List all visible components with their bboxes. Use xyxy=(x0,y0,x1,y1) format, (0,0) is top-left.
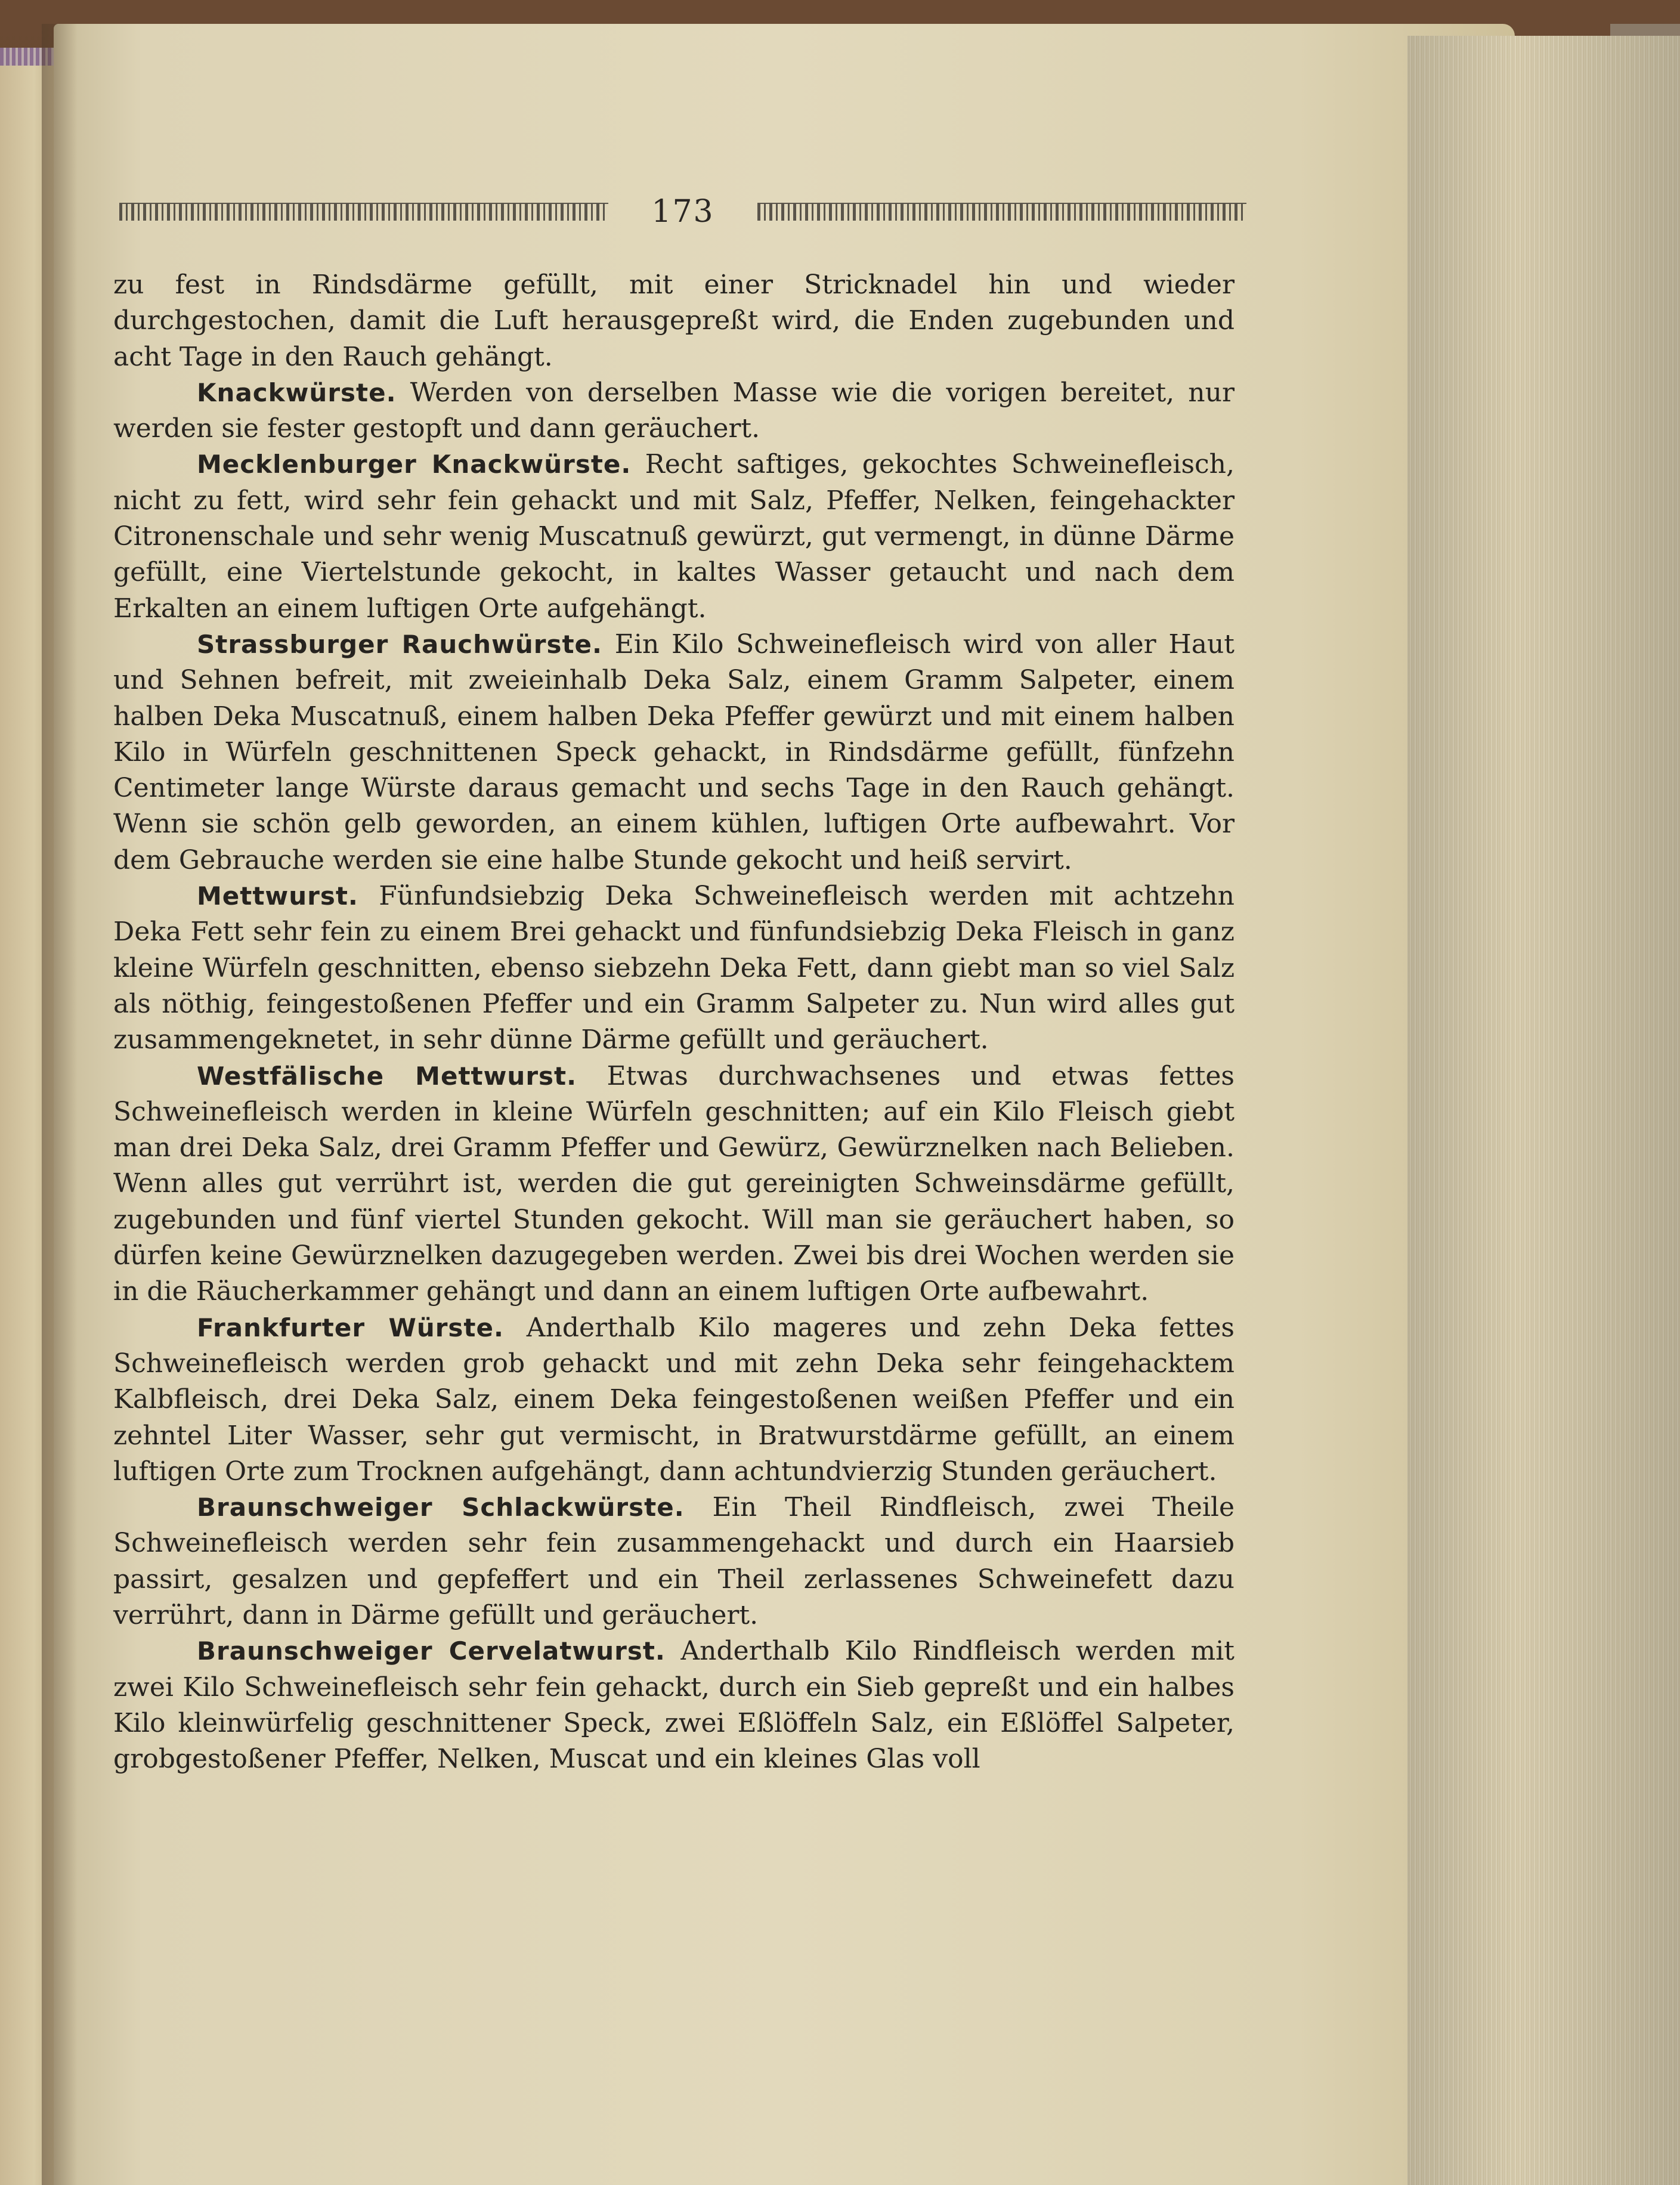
recipe-mecklenburger-knackwuerste xyxy=(113,447,1235,626)
recipe-westfaelische-mettwurst xyxy=(113,1059,1235,1310)
page-number: 173 xyxy=(651,194,714,230)
recipe-heading: Mettwurst. xyxy=(197,881,358,911)
recipe-frankfurter-wuerste xyxy=(113,1310,1235,1490)
running-head xyxy=(119,191,1246,233)
recipe-body: Recht saftiges, gekochtes Schweinefleisch, nicht zu fett, wird sehr fein gehackt und mit Salz, Pfeffer, Nelken, feingehackter Citronenschale und sehr wenig Muscatnuß gewürzt, gut vermengt, in dünne Därme gefüllt, eine Viertelstunde gekocht, in kaltes Wasser getaucht und nach dem Erkalten an einem luftigen Orte aufgehängt. xyxy=(113,449,1235,624)
recipe-heading: Braunschweiger Cervelatwurst. xyxy=(197,1636,666,1666)
recipe-heading: Frankfurter Würste. xyxy=(197,1313,504,1342)
recipe-braunschweiger-cervelatwurst xyxy=(113,1633,1235,1777)
recipe-heading: Mecklenburger Knackwürste. xyxy=(197,450,632,479)
ornament-rule-right xyxy=(757,203,1246,221)
recipe-text xyxy=(113,267,1235,1777)
recipe-body: Fünfundsiebzig Deka Schweinefleisch werden mit achtzehn Deka Fett sehr fein zu einem Brei gehackt und fünfundsiebzig Deka Fleisch in ganz kleine Würfeln geschnitten, ebenso siebzehn Deka Fett, dann giebt man so viel Salz als nöthig, feingestoßenen Pfeffer und ein Gramm Salpeter zu. Nun wird alles gut zusammengeknetet, in sehr dünne Därme gefüllt und geräuchert. xyxy=(113,881,1235,1056)
recipe-body: Ein Theil Rindfleisch, zwei Theile Schweinefleisch werden sehr fein zusammengehackt und durch ein Haarsieb passirt, gesalzen und gepfeffert und ein Theil zerlassenes Schweinefett dazu verrührt, dann in Därme gefüllt und geräuchert. xyxy=(113,1492,1235,1630)
fore-edge-shadow xyxy=(1407,36,1680,2185)
recipe-heading: Knackwürste. xyxy=(197,377,397,407)
recipe-heading: Braunschweiger Schlackwürste. xyxy=(197,1493,685,1522)
recipe-body: Anderthalb Kilo Rindfleisch werden mit zwei Kilo Schweinefleisch sehr fein gehackt, durch ein Sieb gepreßt und ein halbes Kilo kleinwürfelig geschnittener Speck, zwei Eßlöffeln Salz, ein Eßlöffel Salpeter, grobgestoßener Pfeffer, Nelken, Muscat und ein kleines Glas voll xyxy=(113,1636,1235,1775)
recipe-body: Werden von derselben Masse wie die vorigen bereitet, nur werden sie fester gestopft und dann geräuchert. xyxy=(113,377,1235,444)
recipe-heading: Strassburger Rauchwürste. xyxy=(197,629,602,659)
recipe-heading: Westfälische Mettwurst. xyxy=(197,1061,577,1091)
paragraph-continuation xyxy=(113,267,1235,375)
ornament-rule-left xyxy=(119,203,608,221)
recipe-body: Etwas durchwachsenes und etwas fettes Schweinefleisch werden in kleine Würfeln geschnitten; auf ein Kilo Fleisch giebt man drei Deka Salz, drei Gramm Pfeffer und Gewürz, Gewürznelken nach Belieben. Wenn alles gut verrührt ist, werden die gut gereinigten Schweinsdärme gefüllt, zugebunden und fünf viertel Stunden gekocht. Will man sie geräuchert haben, so dürfen keine Gewürznelken dazugegeben werden. Zwei bis drei Wochen werden sie in die Räucherkammer gehängt und dann an einem luftigen Orte aufbewahrt. xyxy=(113,1060,1235,1307)
recipe-braunschweiger-schlackwuerste xyxy=(113,1490,1235,1633)
recipe-body: Ein Kilo Schweinefleisch wird von aller Haut und Sehnen befreit, mit zweieinhalb Deka Salz, einem Gramm Salpeter, einem halben Deka Muscatnuß, einem halben Deka Pfeffer gewürzt und mit einem halben Kilo in Würfeln geschnittenen Speck gehackt, in Rindsdärme gefüllt, fünfzehn Centimeter lange Würste daraus gemacht und sechs Tage in den Rauch gehängt. Wenn sie schön gelb geworden, an einem kühlen, luftigen Orte aufbewahrt. Vor dem Gebrauche werden sie eine halbe Stunde gekocht und heiß servirt. xyxy=(113,629,1235,875)
recipe-knackwuerste xyxy=(113,375,1235,447)
paragraph-text: zu fest in Rindsdärme gefüllt, mit einer Stricknadel hin und wieder durchgestochen, damit die Luft herausgepreßt wird, die Enden zugebunden und acht Tage in den Rauch gehängt. xyxy=(113,270,1235,372)
page-gutter xyxy=(42,24,78,2185)
recipe-mettwurst xyxy=(113,878,1235,1058)
recipe-body: Anderthalb Kilo mageres und zehn Deka fettes Schweinefleisch werden grob gehackt und mit zehn Deka sehr feingehacktem Kalbfleisch, drei Deka Salz, einem Deka feingestoßenen weißen Pfeffer und ein zehntel Liter Wasser, sehr gut vermischt, in Bratwurstdärme gefüllt, an einem luftigen Orte zum Trocknen aufgehängt, dann achtundvierzig Stunden geräuchert. xyxy=(113,1312,1235,1487)
recipe-strassburger-rauchwuerste xyxy=(113,627,1235,878)
